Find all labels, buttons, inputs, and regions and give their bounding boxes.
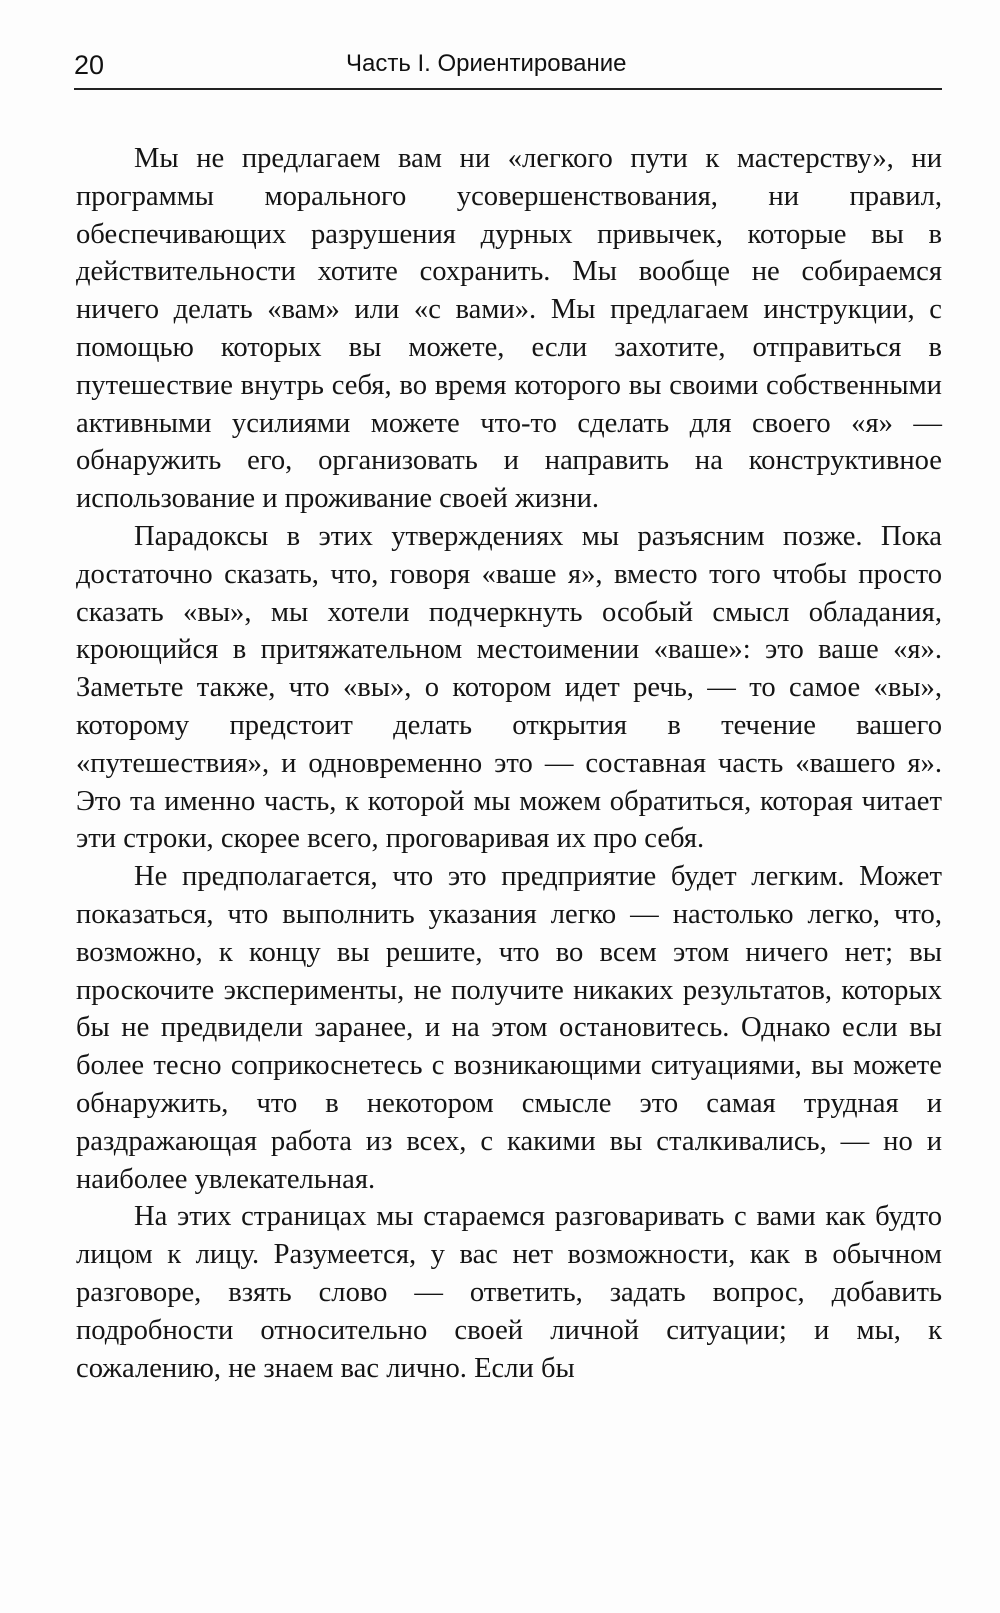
paragraph: Мы не предлагаем вам ни «легкого пути к мастерству», ни программы морального усовершенствования, ни правил, обеспечивающих разрушения дурных привычек, которые вы в действительности хотите сохранить. Мы вообще не собираемся ничего делать «вам» или «с вами». Мы предлагаем инструкции, с помощью которых вы можете, если захотите, отправиться в путешествие внутрь себя, во время которого вы своими собственными активными усилиями можете что-то сделать для своего «я» — обнаружить его, организовать и направить на конструктивное использование и проживание своей жизни.: [76, 143, 942, 515]
page-number: 20: [74, 50, 105, 80]
paragraph: На этих страницах мы стараемся разговаривать с вами как будто лицом к лицу. Разумеется, у вас нет возможности, как в обычном разговоре, взять слово — ответить, задать вопрос, добавить подробности относительно своей личной ситуации; и мы, к сожалению, не знаем вас лично. Если бы: [76, 1201, 942, 1384]
running-header: [74, 44, 942, 90]
running-title: Часть I. Ориентирование: [346, 50, 627, 77]
paragraph: Парадоксы в этих утверждениях мы разъясним позже. Пока достаточно сказать, что, говоря «ваше я», вместо того чтобы просто сказать «вы», мы хотели подчеркнуть особый смысл обладания, кроющийся в притяжательном местоимении «ваше»: это ваше «я». Заметьте также, что «вы», о котором идет речь, — то самое «вы», которому предстоит делать открытия в течение вашего «путешествия», и одновременно это — составная часть «вашего я». Это та именно часть, к которой мы можем обратиться, которая читает эти строки, скорее всего, проговаривая их про себя.: [76, 520, 942, 855]
paragraph: Не предполагается, что это предприятие будет легким. Может показаться, что выполнить указания легко — настолько легко, что, возможно, к концу вы решите, что во всем этом ничего нет; вы проскочите эксперименты, не получите никаких результатов, которых бы не предвидели заранее, и на этом остановитесь. Однако если вы более тесно соприкоснетесь с возникающими ситуациями, вы можете обнаружить, что в некотором смысле это самая трудная и раздражающая работа из всех, с какими вы сталкивались, — но и наиболее увлекательная.: [76, 861, 942, 1195]
body-text: [76, 140, 942, 1387]
